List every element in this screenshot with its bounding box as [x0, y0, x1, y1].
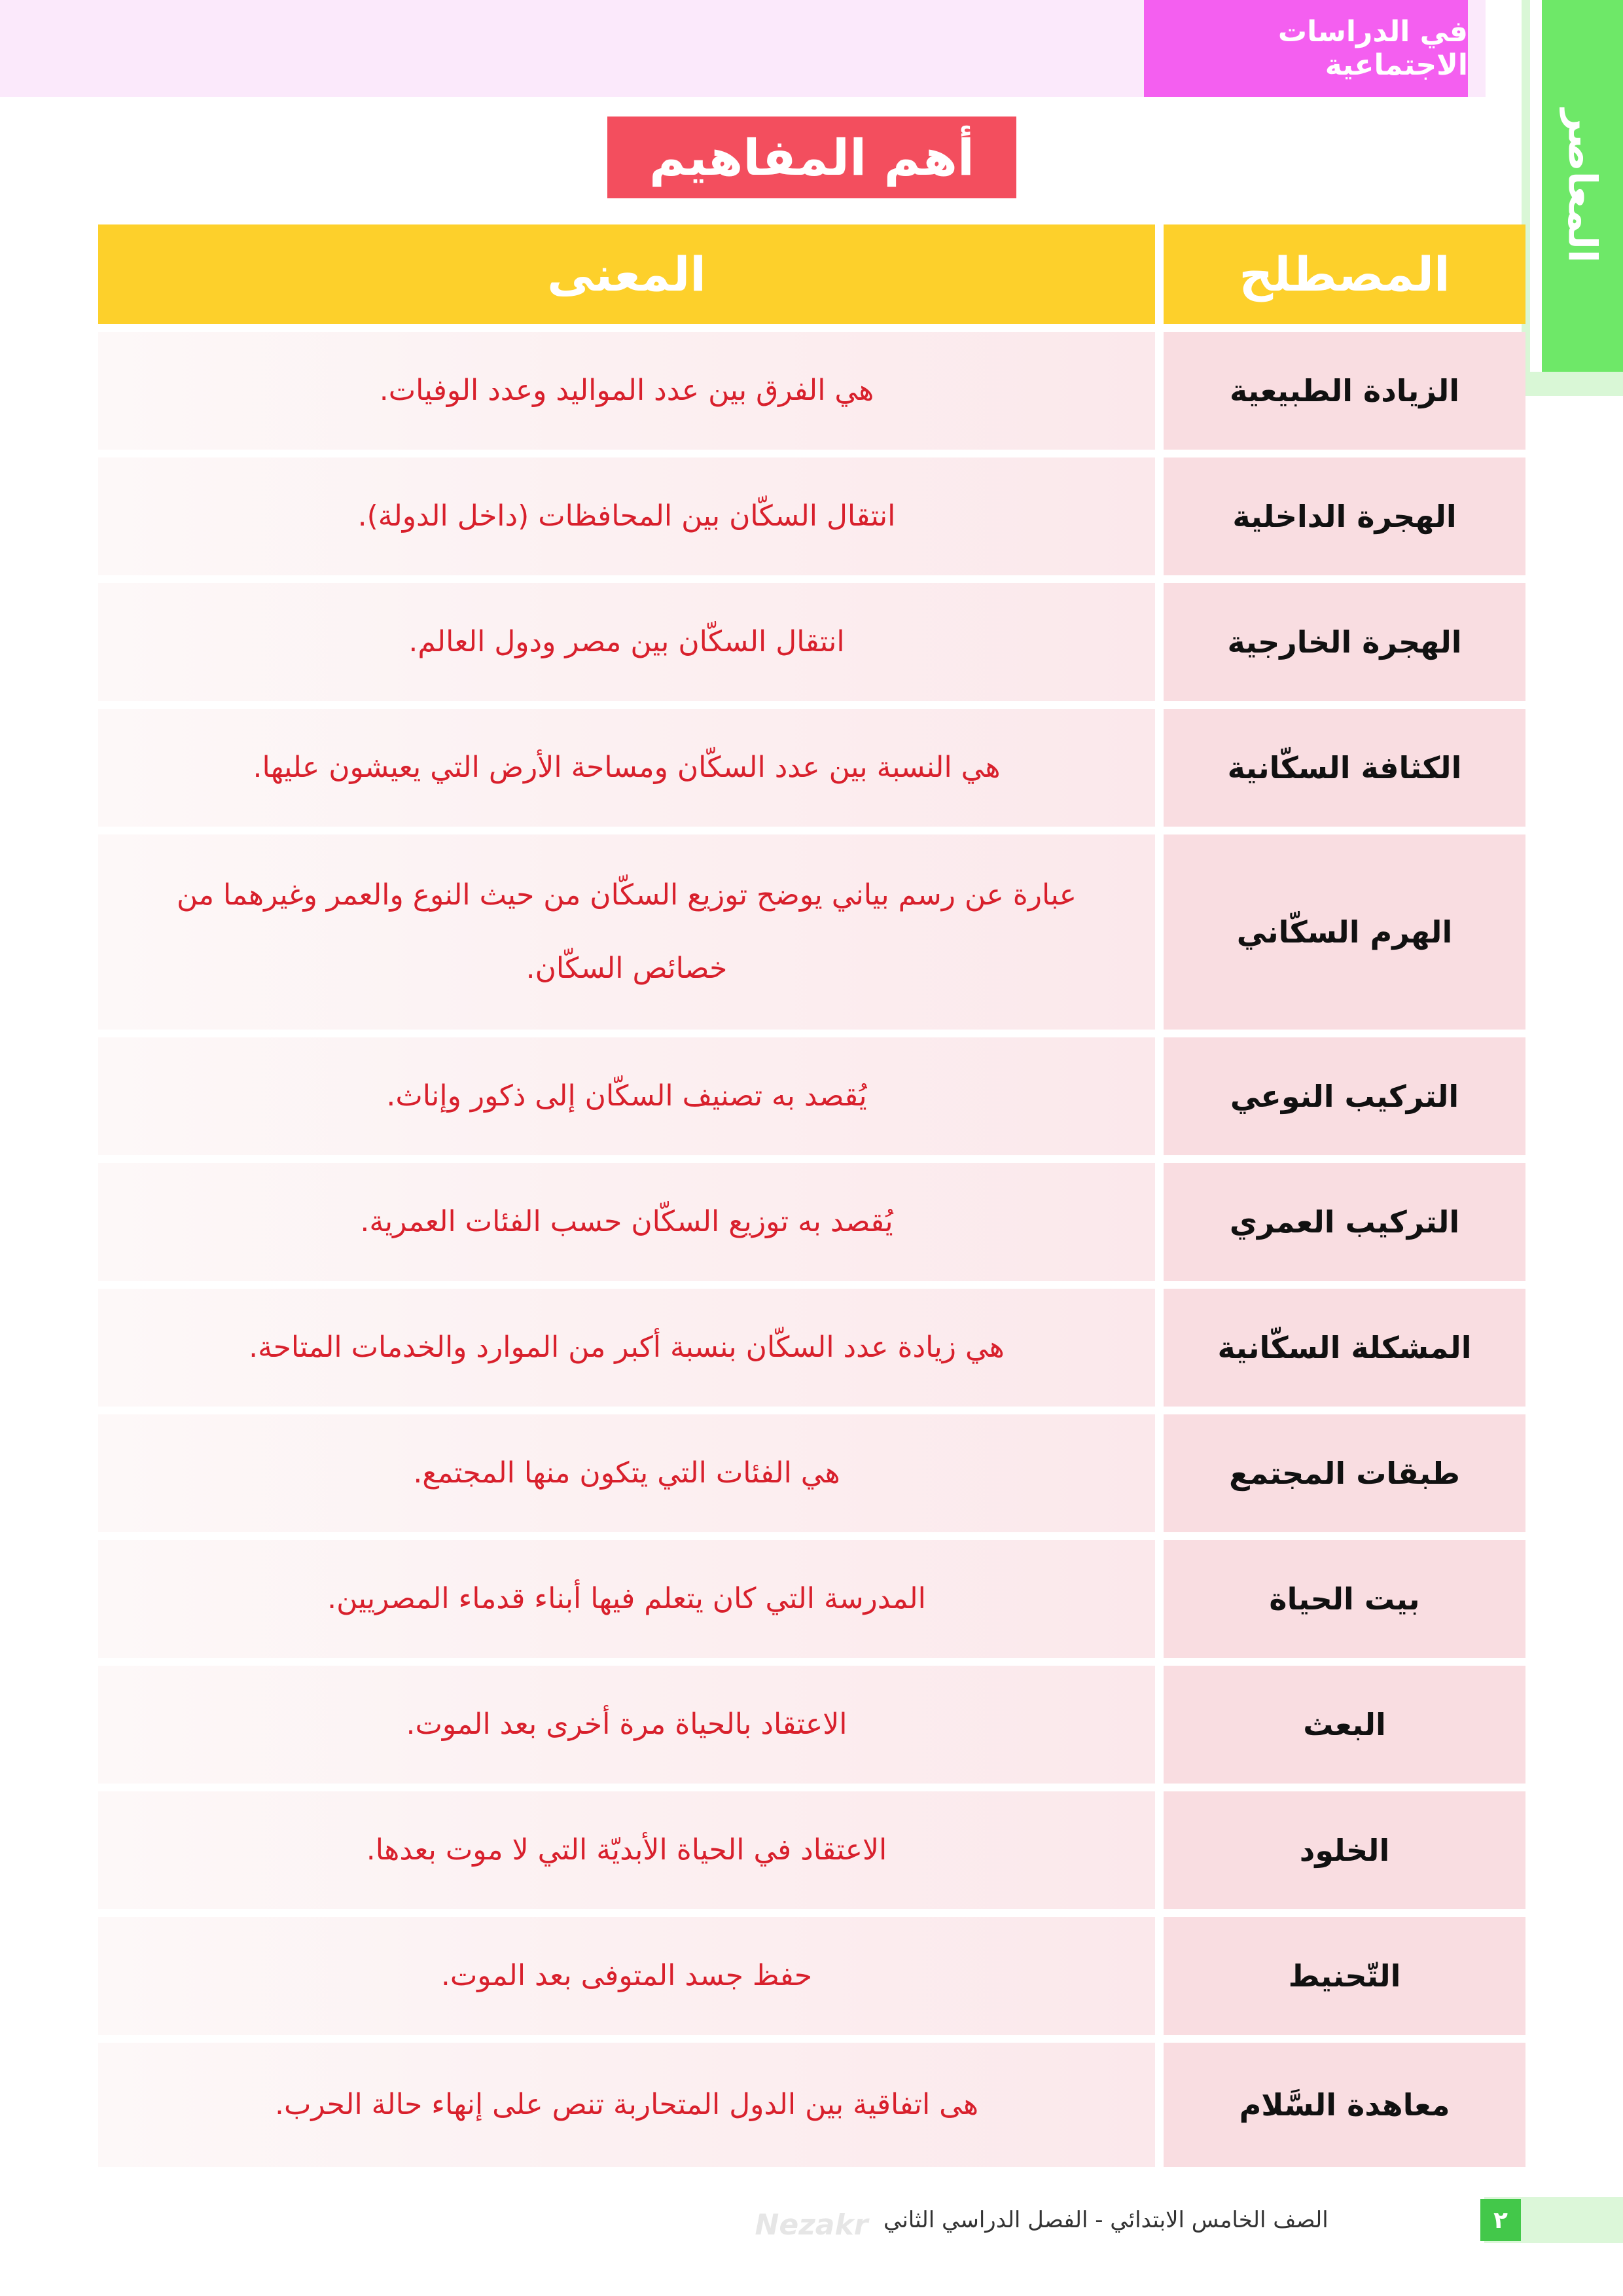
watermark-logo: Nezakr	[755, 2208, 868, 2242]
table-row	[0, 457, 1623, 575]
term-cell: معاهدة السَّلام	[1164, 2043, 1525, 2167]
meaning-cell: المدرسة التي كان يتعلم فيها أبناء قدماء المصريين.	[98, 1540, 1155, 1658]
page-title	[607, 117, 1016, 198]
table-row	[0, 1414, 1623, 1532]
meaning-cell: يُقصد به توزيع السكّان حسب الفئات العمرية.	[98, 1163, 1155, 1281]
meaning-cell: الاعتقاد بالحياة مرة أخرى بعد الموت.	[98, 1666, 1155, 1784]
term-cell: البعث	[1164, 1666, 1525, 1784]
meaning-cell: هي الفئات التي يتكون منها المجتمع.	[98, 1414, 1155, 1532]
term-cell: الهرم السكّاني	[1164, 834, 1525, 1030]
table-row	[0, 2043, 1623, 2167]
term-cell: الهجرة الداخلية	[1164, 457, 1525, 575]
table-row	[0, 1791, 1623, 1909]
subject-label: في الدراسات الاجتماعية	[1277, 15, 1468, 82]
table-row	[0, 1917, 1623, 2035]
term-cell: التركيب النوعي	[1164, 1037, 1525, 1155]
column-header-term	[1164, 224, 1525, 324]
table-row	[0, 1289, 1623, 1407]
side-tab-label: المعاصر	[1560, 109, 1605, 263]
meaning-cell: عبارة عن رسم بياني يوضح توزيع السكّان من حيث النوع والعمر وغيرهما من خصائص السكّان.	[98, 834, 1155, 1030]
table-row	[0, 1037, 1623, 1155]
table-row	[0, 332, 1623, 450]
table-row	[0, 834, 1623, 1030]
side-tab	[1530, 0, 1623, 372]
term-cell: المشكلة السكّانية	[1164, 1289, 1525, 1407]
meaning-cell: انتقال السكّان بين مصر ودول العالم.	[98, 583, 1155, 701]
term-cell: الزيادة الطبيعية	[1164, 332, 1525, 450]
meaning-cell: يُقصد به تصنيف السكّان إلى ذكور وإناث.	[98, 1037, 1155, 1155]
term-cell: الخلود	[1164, 1791, 1525, 1909]
column-header-term-label: المصطلح	[1239, 247, 1450, 302]
table-row	[0, 1666, 1623, 1784]
column-header-meaning-label: المعنى	[547, 247, 706, 302]
meaning-cell: انتقال السكّان بين المحافظات (داخل الدولة).	[98, 457, 1155, 575]
page-title-label: أهم المفاهيم	[649, 128, 974, 187]
table-row	[0, 583, 1623, 701]
term-cell: التّحنيط	[1164, 1917, 1525, 2035]
term-cell: طبقات المجتمع	[1164, 1414, 1525, 1532]
meaning-cell: حفظ جسد المتوفى بعد الموت.	[98, 1917, 1155, 2035]
meaning-cell: هى اتفاقية بين الدول المتحاربة تنص على إنهاء حالة الحرب.	[98, 2043, 1155, 2167]
term-cell: الهجرة الخارجية	[1164, 583, 1525, 701]
table-row	[0, 1540, 1623, 1658]
meaning-cell: هي النسبة بين عدد السكّان ومساحة الأرض التي يعيشون عليها.	[98, 709, 1155, 827]
page-number: ٢	[1480, 2199, 1521, 2241]
meaning-cell: هي زيادة عدد السكّان بنسبة أكبر من الموارد والخدمات المتاحة.	[98, 1289, 1155, 1407]
meaning-cell: هي الفرق بين عدد المواليد وعدد الوفيات.	[98, 332, 1155, 450]
term-cell: بيت الحياة	[1164, 1540, 1525, 1658]
table-row	[0, 1163, 1623, 1281]
term-cell: التركيب العمري	[1164, 1163, 1525, 1281]
footer-text: الصف الخامس الابتدائي - الفصل الدراسي الثاني	[883, 2207, 1329, 2233]
term-cell: الكثافة السكّانية	[1164, 709, 1525, 827]
table-row	[0, 709, 1623, 827]
column-header-meaning	[98, 224, 1155, 324]
subject-tab	[1144, 0, 1468, 97]
meaning-cell: الاعتقاد في الحياة الأبديّة التي لا موت بعدها.	[98, 1791, 1155, 1909]
